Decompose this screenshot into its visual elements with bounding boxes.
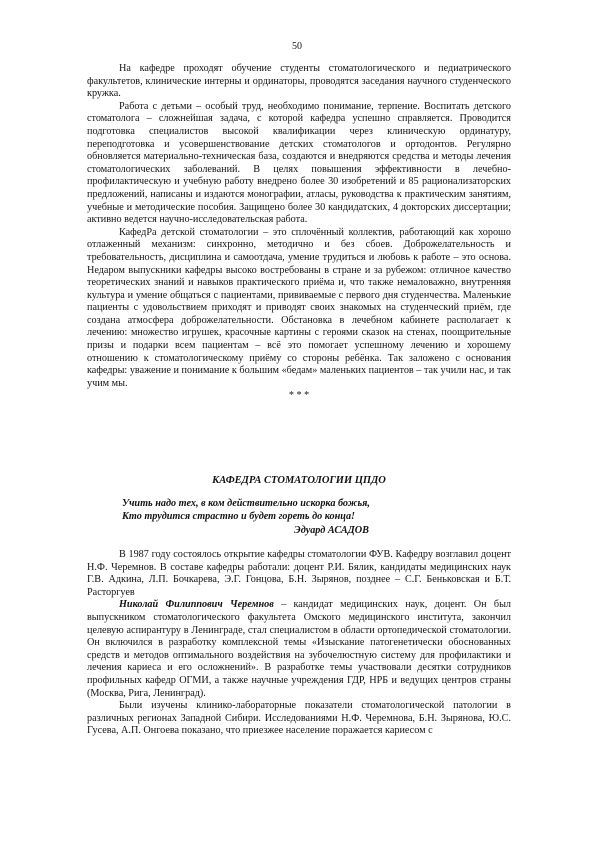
section-separator: * * * [288,390,310,402]
person-name: Николай Филиппович Черемнов [119,599,274,611]
epigraph [122,497,422,537]
epigraph-author: Эдуард АСАДОВ [294,524,369,536]
paragraph-text: – кандидат медицинских наук, доцент. Он был выпускником стоматологического факультета Омского медицинского института, закончил целевую аспирантуру в Ленинграде, стал специалистом в области ортопедической стоматологии. Он включился в разработку комплексной темы «Изыскание патогенетически обоснованных средств и методов оптимального воздействия на зубочелюстную систему для профилактики и лечения кариеса и его осложнений». В разработке темы участвовали десятки сотрудников профильных кафедр ОГМИ, а также научные учреждения ГДР, НРБ и ведущих центров страны (Москва, Рига, Ленинград). [87,599,511,699]
paragraph: На кафедре проходят обучение студенты стоматологического и педиатрического факультетов, клинические интерны и ординаторы, проводятся заседания научного студенческого кружка. [87,63,511,100]
section-text [87,549,511,738]
paragraph: В 1987 году состоялось открытие кафедры стоматологии ФУВ. Кафедру возглавил доцент Н.Ф. Черемнов. В составе кафедры работали: доцент Р.И. Бялик, кандидаты медицинских наук Г.В. Адкина, Л.П. Бочкарева, Э.Г. Гонцова, Б.Н. Зырянов, позднее – С.Г. Беньковская и Б.Т. Расторгуев [87,549,511,598]
paragraph: Работа с детьми – особый труд, необходимо понимание, терпение. Воспитать детского стоматолога – сложнейшая задача, с которой кафедра успешно справляется. Проводится подготовка специалистов высокой квалификации через клиническую ординатуру, переподготовка и усовершенствование детских стоматологов и ортодонтов. Регулярно обновляется материально-техническая база, создаются и внедряются средства и методы лечения стоматологических заболеваний. В целях повышения эффективности в лечебно-профилактическую и учебную работу внедрено более 30 изобретений и 85 рационализаторских предложений, написаны и издаются монографии, атласы, руководства к практическим занятиям, учебные и методические пособия. Защищено более 30 кандидатских, 4 докторских диссертации; активно ведется научно-исследовательская работа. [87,100,511,226]
section-heading: КАФЕДРА СТОМАТОЛОГИИ ЦПДО [212,475,386,486]
epigraph-line: Учить надо тех, в ком действительно искорка божья, [122,498,370,509]
paragraph [87,599,511,700]
paragraph: Были изучены клинико-лабораторные показатели стоматологической патологии в различных регионах Западной Сибири. Исследованиями Н.Ф. Черемнова, Б.Н. Зырянова, Ю.С. Гусева, А.П. Онгоева показано, что приезжее население поражается кариесом с [87,700,511,737]
epigraph-line: Кто трудится страстно и будет гореть до конца! [122,511,356,523]
section-text [87,63,511,401]
page-number: 50 [292,41,302,52]
paragraph: КафедРа детской стоматологии – это сплочённый коллектив, работающий как хорошо отлаженный механизм: синхронно, методично и без сбоев. Доброжелательность и требовательность, дисциплина и самоотдача, умение трудиться и любовь к работе – это основа. Недаром выпускники кафедры высоко востребованы в стране и за рубежом: отличное качество теоретических знаний и навыков практического приёма и, что также немаловажно, внутренняя культура и умение общаться с пациентами, прививаемые с первого дня студенчества. Маленькие пациенты с удовольствием приходят и приводят своих знакомых на студенческий приём, где создана атмосфера доброжелательности. Обстановка в лечебном кабинете располагает к лечению: множество игрушек, красочные картины с героями сказок на стенах, поощрительные призы и подарки всем пациентам – всё это помогает успешному лечению и хорошему отношению к стоматологическому приёму со стороны ребёнка. Так заложено с основания кафедры: уважение и понимание к большим «бедам» маленьких пациентов – так учили нас, и так учим мы. [87,226,511,389]
